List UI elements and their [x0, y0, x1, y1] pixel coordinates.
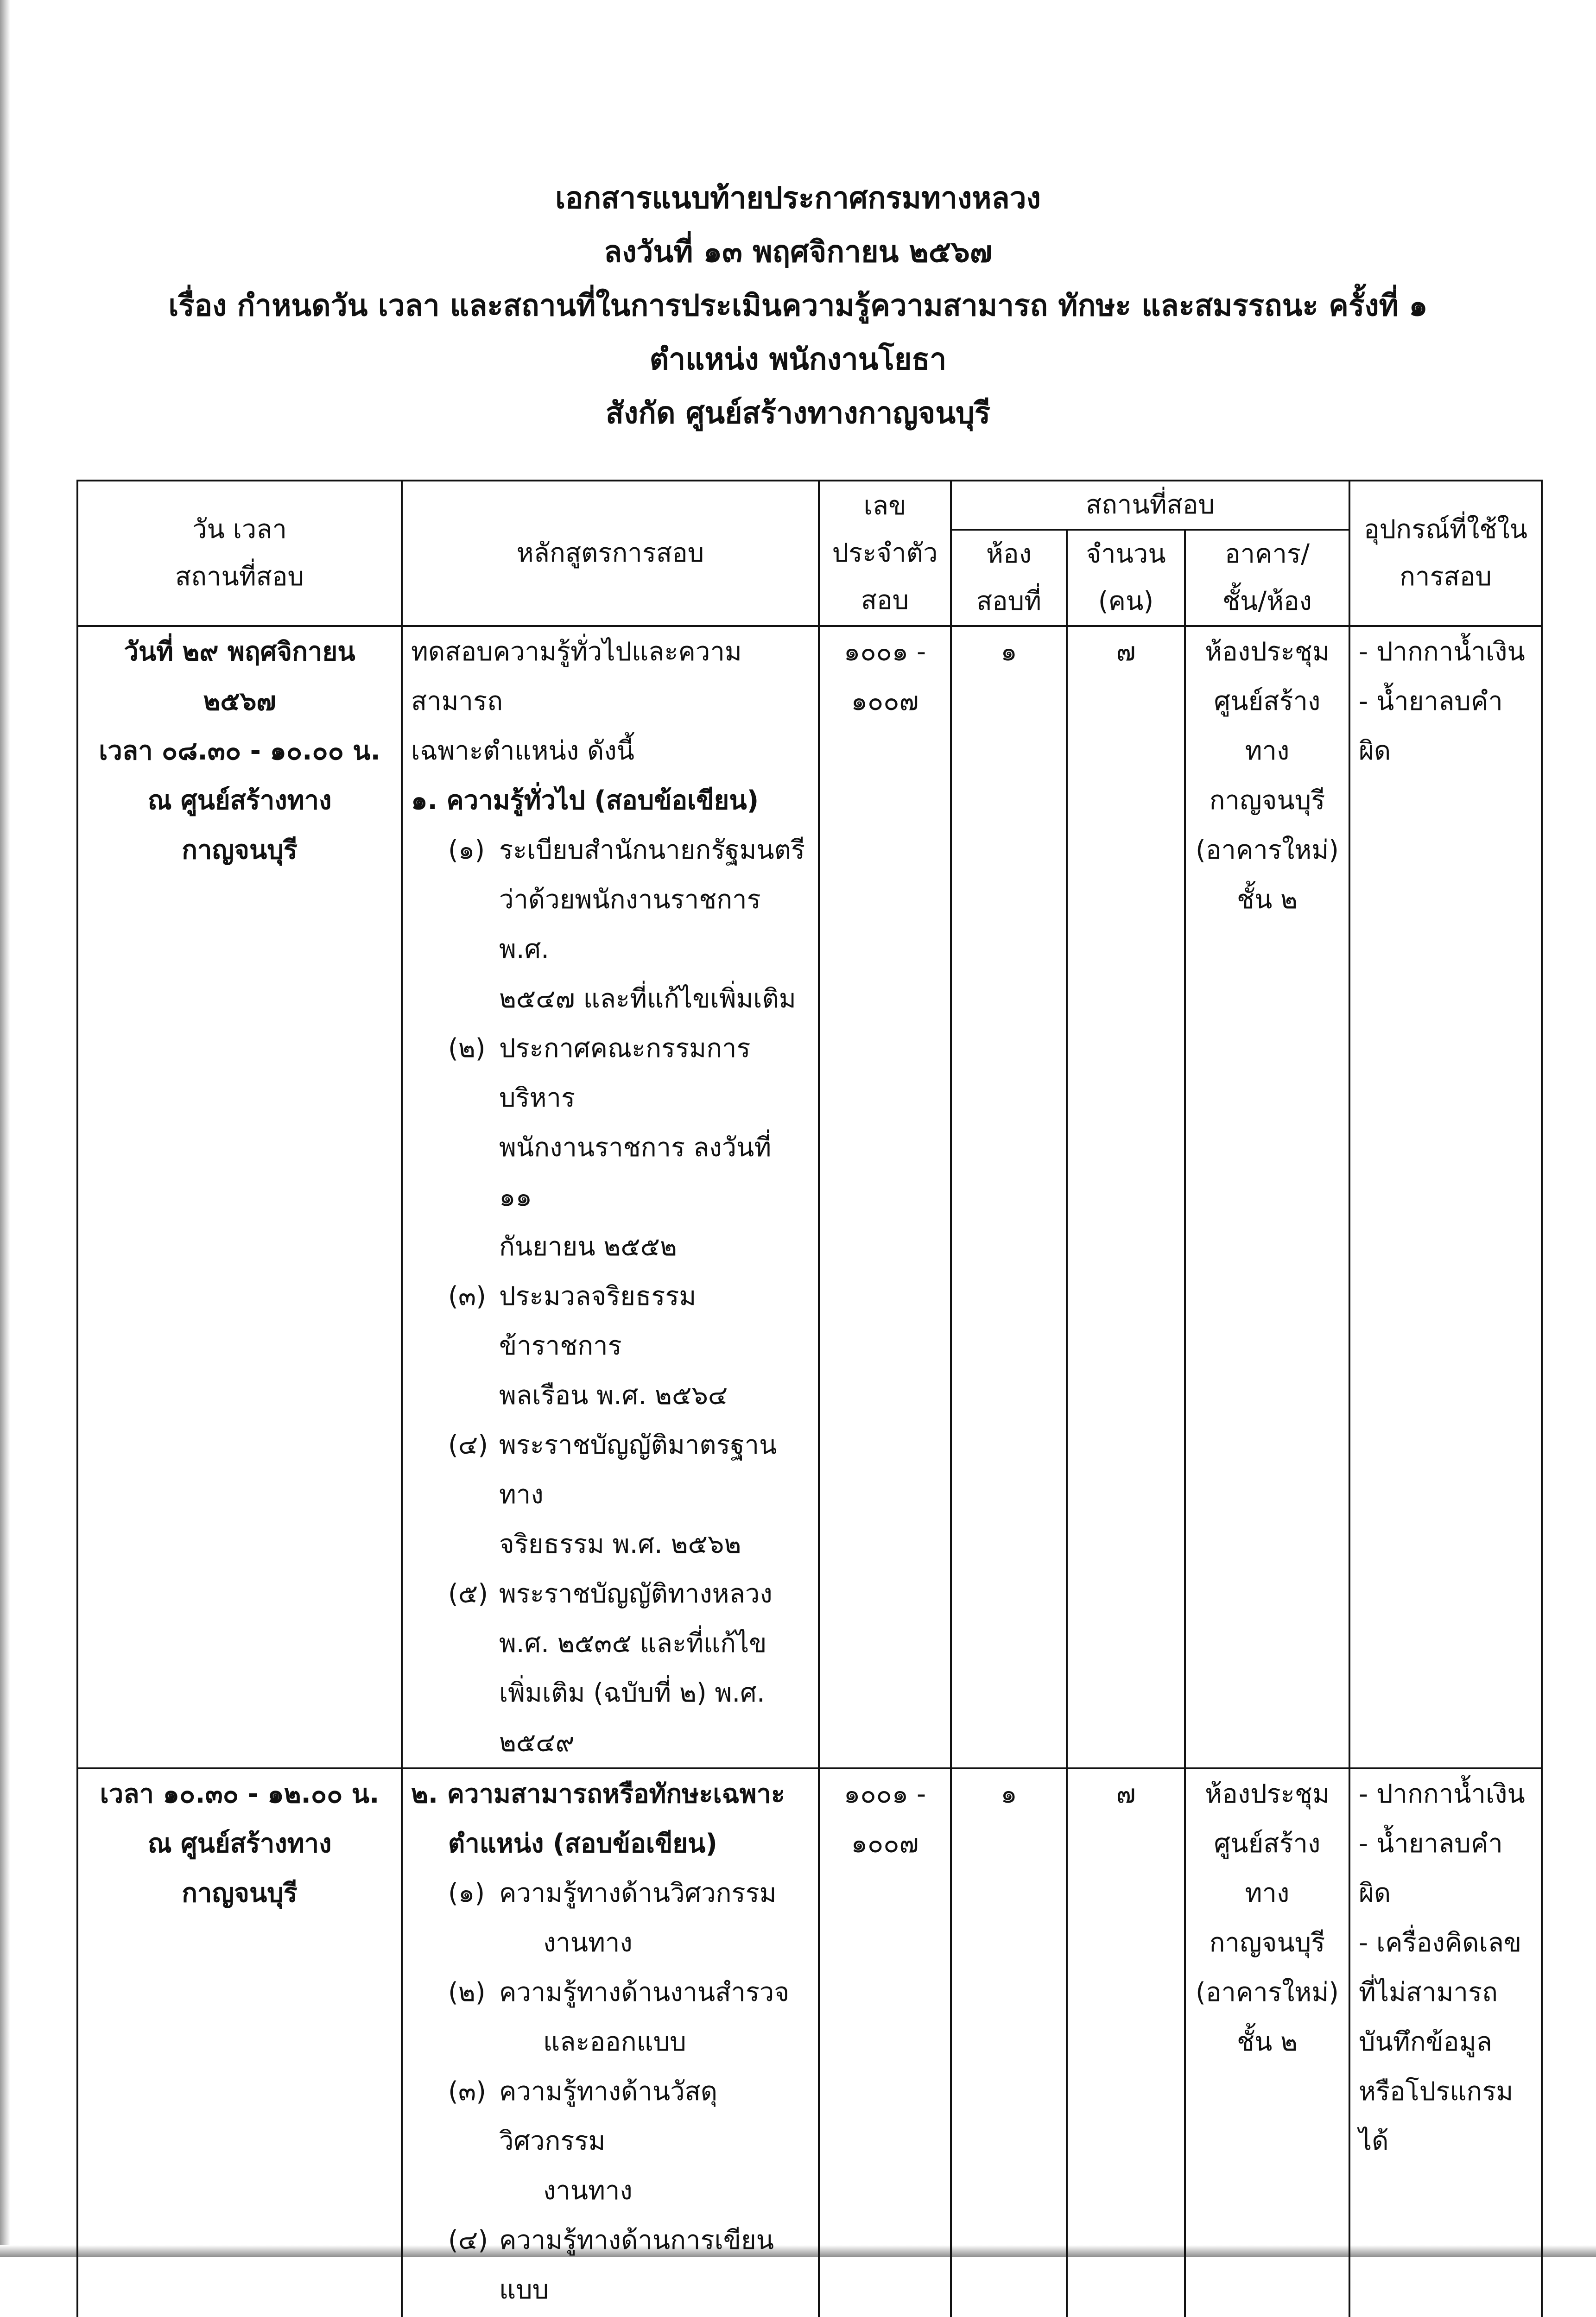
- header-building-l1: อาคาร/: [1225, 539, 1310, 569]
- seat-range: ๑๐๐๑ -: [843, 637, 926, 667]
- equipment-item: บันทึกข้อมูล: [1359, 2027, 1492, 2057]
- list-item: [448, 1420, 810, 1569]
- equipment-item: หรือโปรแกรม: [1359, 2076, 1514, 2107]
- cell-room: ๑: [951, 626, 1067, 1768]
- header-equip-l1: อุปกรณ์ที่ใช้ใน: [1363, 514, 1527, 544]
- equipment-item: ที่ไม่สามารถ: [1359, 1977, 1498, 2007]
- exam-year: ๒๕๖๗: [203, 686, 276, 716]
- header-room-l1: ห้อง: [986, 539, 1032, 569]
- item-text: ๒๕๔๗ และที่แก้ไขเพิ่มเติม: [499, 984, 796, 1014]
- list-item: [448, 1569, 810, 1767]
- item-text: ความรู้ทางด้านวัสดุวิศวกรรม: [499, 2076, 718, 2156]
- equipment-item: - น้ำยาลบคำผิด: [1359, 1829, 1503, 1908]
- document-header: [0, 171, 1596, 440]
- header-room-l2: สอบที่: [976, 586, 1042, 616]
- item-text: ความรู้ทางด้านการเขียนแบบ: [499, 2225, 774, 2305]
- header-seat-l3: สอบ: [861, 585, 909, 615]
- seat-range: ๑๐๐๑ -: [843, 1779, 926, 1809]
- item-text: [499, 2315, 810, 2317]
- item-text: และออกแบบ: [543, 2027, 686, 2057]
- list-item: [448, 825, 810, 1024]
- item-text: งานทาง: [543, 2176, 633, 2206]
- building-text: ชั้น ๒: [1236, 885, 1298, 915]
- header-count: [1067, 530, 1185, 626]
- item-text: ระเบียบสำนักนายกรัฐมนตรี: [499, 835, 805, 865]
- course-intro-l2: เฉพาะตำแหน่ง ดังนี้: [411, 736, 634, 766]
- course-intro: ทดสอบความรู้ทั่วไปและความสามารถ: [411, 637, 742, 716]
- item-text: พ.ศ. ๒๕๓๕ และที่แก้ไข: [499, 1628, 767, 1659]
- item-text: ความรู้ทางด้านวิศวกรรม: [499, 1878, 777, 1908]
- item-number: (๒): [448, 1033, 486, 1064]
- seat-range-end: ๑๐๐๗: [851, 1829, 919, 1859]
- building-text: ชั้น ๒: [1236, 2027, 1298, 2057]
- header-line-4: ตำแหน่ง พนักงานโยธา: [649, 342, 947, 377]
- equipment-item: - เครื่องคิดเลข: [1359, 1928, 1522, 1958]
- header-seat-l1: เลข: [863, 491, 906, 521]
- header-count-l1: จำนวน: [1086, 539, 1166, 569]
- item-number: (๓): [448, 1281, 486, 1311]
- exam-place: ณ ศูนย์สร้างทาง: [147, 785, 332, 816]
- cell-date-time: [77, 1768, 402, 2317]
- cell-equipment: [1349, 1768, 1542, 2317]
- item-number: (๕): [448, 1579, 488, 1609]
- header-equip-l2: การสอบ: [1400, 562, 1492, 592]
- header-date-time-l1: วัน เวลา: [192, 514, 287, 544]
- item-text: พระราชบัญญัติมาตรฐานทาง: [499, 1430, 777, 1510]
- equipment-item: - ปากกาน้ำเงิน: [1359, 637, 1525, 667]
- equipment-item: - ปากกาน้ำเงิน: [1359, 1779, 1525, 1809]
- item-text: งานทาง: [543, 1928, 633, 1958]
- exam-place: ณ ศูนย์สร้างทาง: [147, 1829, 332, 1859]
- item-text: เพิ่มเติม (ฉบับที่ ๒) พ.ศ.: [499, 1678, 765, 1708]
- header-seat-l2: ประจำตัว: [832, 538, 938, 568]
- building-text: (อาคารใหม่): [1196, 835, 1339, 865]
- equipment-item: ได้: [1359, 2126, 1389, 2156]
- exam-time: เวลา ๐๘.๓๐ - ๑๐.๐๐ น.: [99, 736, 380, 766]
- header-equipment: [1349, 481, 1542, 626]
- item-text: ประกาศคณะกรรมการบริหาร: [499, 1033, 751, 1113]
- exam-place-l2: กาญจนบุรี: [182, 1878, 298, 1908]
- header-date-time-l2: สถานที่สอบ: [175, 562, 304, 592]
- item-number: (๑): [448, 835, 485, 865]
- header-line-5: สังกัด ศูนย์สร้างทางกาญจนบุรี: [605, 396, 991, 430]
- item-text: กันยายน ๒๕๕๒: [499, 1232, 677, 1262]
- item-number: (๑): [448, 1878, 485, 1908]
- list-item: [448, 1024, 810, 1272]
- exam-date: วันที่ ๒๙ พฤศจิกายน: [124, 637, 355, 667]
- header-line-1: เอกสารแนบท้ายประกาศกรมทางหลวง: [555, 181, 1041, 215]
- header-line-3: เรื่อง กำหนดวัน เวลา และสถานที่ในการประเมินความรู้ความสามารถ ทักษะ และสมรรถนะ ครั้งที่ ๑: [168, 289, 1428, 323]
- header-building: [1185, 530, 1349, 626]
- exam-schedule-table: [76, 480, 1543, 2317]
- cell-building: [1185, 626, 1349, 1768]
- header-seat-number: [819, 481, 951, 626]
- header-date-time: [77, 481, 402, 626]
- item-text: ประมวลจริยธรรมข้าราชการ: [499, 1281, 697, 1361]
- item-text: ว่าด้วยพนักงานราชการ พ.ศ.: [499, 885, 761, 964]
- cell-seat-number: [819, 1768, 951, 2317]
- section-title-l2: ตำแหน่ง (สอบข้อเขียน): [448, 1829, 717, 1859]
- item-number: (๔): [448, 1430, 488, 1460]
- building-text: กาญจนบุรี: [1209, 785, 1325, 816]
- building-text: ห้องประชุม: [1205, 1779, 1330, 1809]
- building-text: ศูนย์สร้างทาง: [1214, 686, 1321, 766]
- building-text: ห้องประชุม: [1205, 637, 1330, 667]
- list-item: [448, 2216, 810, 2317]
- cell-room: ๑: [951, 1768, 1067, 2317]
- cell-equipment: [1349, 626, 1542, 1768]
- item-text: พระราชบัญญัติทางหลวง: [499, 1579, 773, 1609]
- exam-time: เวลา ๑๐.๓๐ - ๑๒.๐๐ น.: [100, 1779, 380, 1809]
- item-number: (๓): [448, 2076, 486, 2107]
- building-text: (อาคารใหม่): [1196, 1977, 1339, 2007]
- section-title: ๒. ความสามารถหรือทักษะเฉพาะ: [411, 1779, 785, 1809]
- item-text: ความรู้ทางด้านงานสำรวจ: [499, 1977, 790, 2007]
- item-text: พนักงานราชการ ลงวันที่ ๑๑: [499, 1133, 772, 1212]
- header-count-l2: (คน): [1098, 586, 1154, 616]
- course-items: [411, 825, 810, 1767]
- building-text: ศูนย์สร้างทาง: [1214, 1829, 1321, 1908]
- cell-count: ๗: [1067, 626, 1185, 1768]
- cell-course: [402, 626, 819, 1768]
- list-item: [448, 1968, 810, 2067]
- table-row: [77, 1768, 1542, 2317]
- header-venue: สถานที่สอบ: [951, 481, 1349, 530]
- section-title: ๑. ความรู้ทั่วไป (สอบข้อเขียน): [411, 785, 759, 816]
- seat-range-end: ๑๐๐๗: [851, 686, 919, 716]
- header-room: [951, 530, 1067, 626]
- list-item: [448, 1272, 810, 1420]
- cell-course: [402, 1768, 819, 2317]
- header-course: หลักสูตรการสอบ: [402, 481, 819, 626]
- item-text: พลเรือน พ.ศ. ๒๕๖๔: [499, 1380, 728, 1411]
- exam-place-l2: กาญจนบุรี: [182, 835, 298, 865]
- item-number: (๔): [448, 2225, 488, 2255]
- cell-date-time: [77, 626, 402, 1768]
- building-text: กาญจนบุรี: [1209, 1928, 1325, 1958]
- cell-building: [1185, 1768, 1349, 2317]
- item-text: จริยธรรม พ.ศ. ๒๕๖๒: [499, 1529, 741, 1559]
- list-item: [448, 2067, 810, 2216]
- equipment-item: - น้ำยาลบคำผิด: [1359, 686, 1503, 766]
- header-building-l2: ชั้น/ห้อง: [1222, 586, 1312, 616]
- cell-count: ๗: [1067, 1768, 1185, 2317]
- header-line-2: ลงวันที่ ๑๓ พฤศจิกายน ๒๕๖๗: [604, 235, 992, 269]
- item-text: ๒๕๔๙: [499, 1728, 575, 1758]
- list-item: [448, 1868, 810, 1968]
- cell-seat-number: [819, 626, 951, 1768]
- course-items: [411, 1868, 810, 2317]
- table-row: [77, 626, 1542, 1768]
- item-number: (๒): [448, 1977, 486, 2007]
